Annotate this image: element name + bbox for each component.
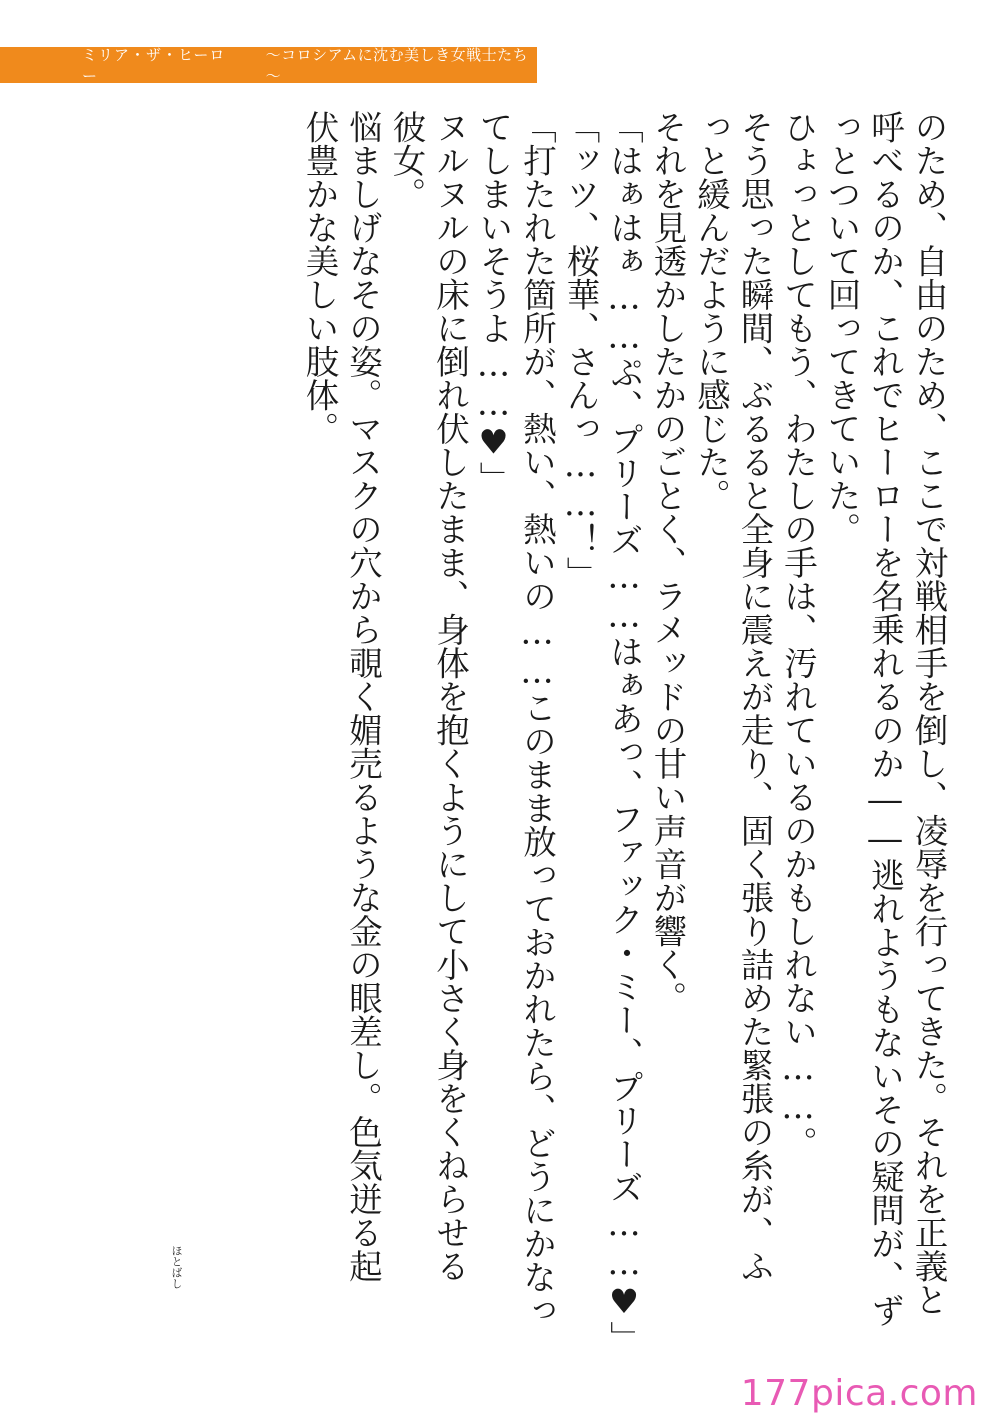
series-title: ミリア・ザ・ヒーロー (82, 46, 226, 85)
text-line: 「ッツ、桜華、さんっ……！」 (561, 110, 600, 590)
text-line: っとついて回ってきていた。 (822, 110, 861, 546)
text-line: 伏豊かな美しい肢体。 (300, 110, 339, 445)
running-header (0, 47, 537, 83)
vertical-text-body (60, 110, 950, 1355)
text-line: そう思った瞬間、ぶるると全身に震えが走り、固く張り詰めた緊張の糸が、ふ (735, 110, 774, 1283)
text-line: それを見透かしたかのごとく、ラメッドの甘い声音が響く。 (648, 110, 687, 1015)
text-line: てしまいそうよ……♥」 (474, 110, 513, 495)
text-line: 彼女。 (387, 110, 426, 211)
site-watermark: 177pica.com (740, 1373, 978, 1414)
text-line: ヌルヌルの床に倒れ伏したまま、身体を抱くようにして小さく身をくねらせる (430, 110, 470, 1283)
text-line: 「打たれた箇所が、熱い、熱いの……このまま放っておかれたら、どうにかなっ (517, 110, 557, 1327)
text-line: 悩ましげなその姿。マスクの穴から覗く媚売るような金の眼差し。色気迸る起 (343, 110, 383, 1283)
text-line: 「はぁはぁ……ぷ、プリーズ……はぁあっ、ファック・ミー、プリーズ……♥」 (604, 110, 644, 1355)
text-line: のため、自由のため、ここで対戦相手を倒し、凌辱を行ってきた。それを正義と (909, 110, 948, 1316)
text-line: ひょっとしてもう、わたしの手は、汚れているのかもしれない……。 (778, 110, 818, 1160)
text-line: っと緩んだように感じた。 (691, 110, 731, 512)
ruby-annotation: ほとばし (170, 1245, 183, 1289)
series-subtitle: ～コロシアムに沈む美しき女戦士たち～ (265, 46, 529, 85)
text-line: 呼べるのか、これでヒーローを名乗れるのか――逃れようもないその疑問が、ず (865, 110, 905, 1327)
